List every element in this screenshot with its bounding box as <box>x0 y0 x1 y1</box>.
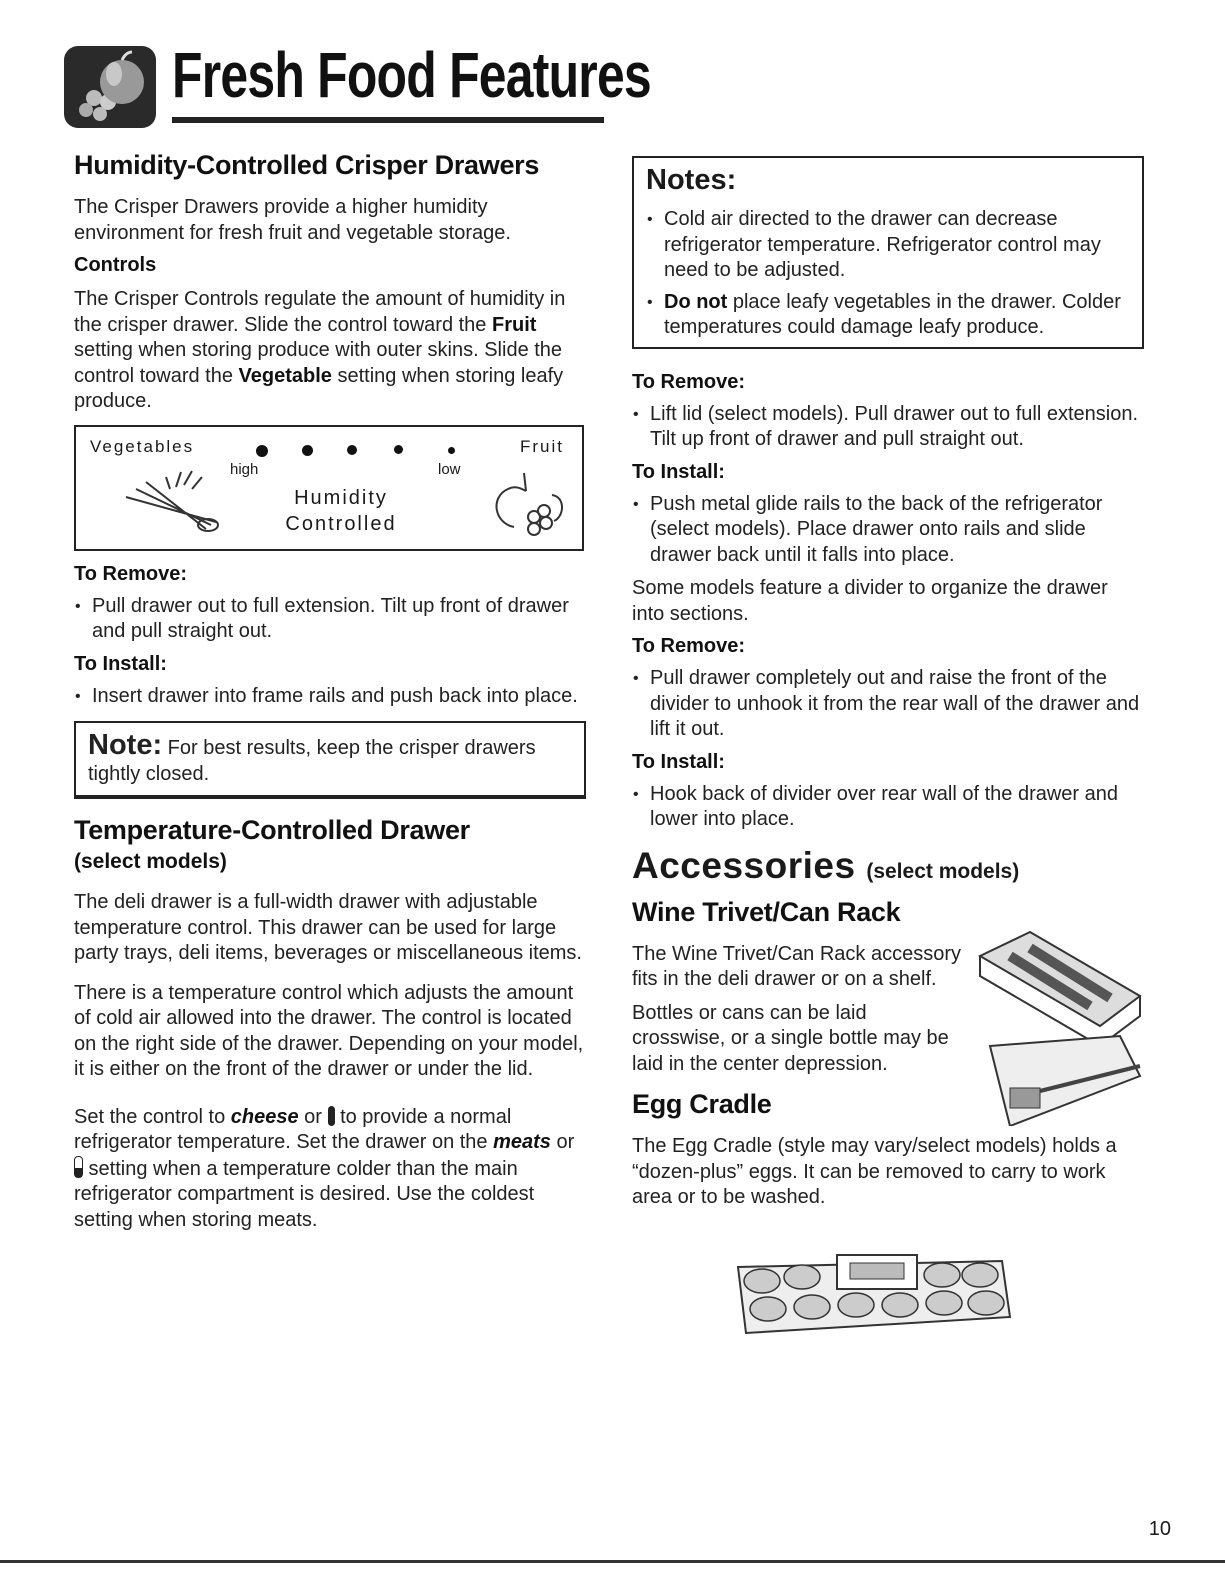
install-heading: To Install: <box>632 750 725 773</box>
vegetables-icon <box>116 467 226 537</box>
humidity-level-dot <box>256 445 268 457</box>
egg-cradle-image <box>732 1247 1012 1337</box>
note-label: Note: <box>88 729 163 761</box>
egg-heading: Egg Cradle <box>632 1089 772 1119</box>
install-list <box>632 492 1144 569</box>
list-item: • Cold air directed to the drawer can decrease refrigerator temperature. Refrigerator control may need to be adjusted. <box>646 207 1130 284</box>
remove-list <box>632 666 1144 743</box>
notes-title: Notes: <box>646 164 737 196</box>
humidity-level-dot <box>347 445 357 455</box>
accessories-heading: Accessories (select models) <box>632 844 1020 886</box>
controls-paragraph: The Crisper Controls regulate the amount of humidity in the crisper drawer. Slide the control toward the Fruit setting when storing produce with outer skins. Slide the control toward the Vegetable setting when storing leafy produce. <box>74 288 566 412</box>
temp-paragraph-1: The deli drawer is a full-width drawer with adjustable temperature control. This drawer can be used for large party trays, deli items, beverages or miscellaneous items. <box>74 891 582 964</box>
fruit-icon <box>64 46 156 128</box>
crisper-intro: The Crisper Drawers provide a higher humidity environment for fresh fruit and vegetable storage. <box>74 196 511 244</box>
high-label: high <box>230 460 259 478</box>
list-item: • Insert drawer into frame rails and push back into place. <box>74 684 586 710</box>
remove-list <box>74 594 586 645</box>
fruit-label: Fruit <box>520 436 564 456</box>
notes-box <box>632 156 1144 349</box>
low-label: low <box>438 460 461 478</box>
list-item: • Lift lid (select models). Pull drawer out to full extension. Tilt up front of drawer and pull straight out. <box>632 402 1144 453</box>
vegetables-label: Vegetables <box>90 436 195 456</box>
thermometer-icon <box>74 1156 83 1178</box>
note-box <box>74 721 586 797</box>
divider <box>74 797 586 799</box>
temp-subheading: (select models) <box>74 850 227 873</box>
install-heading: To Install: <box>632 460 725 483</box>
wine-paragraph-2: Bottles or cans can be laid crosswise, or a single bottle may be laid in the center depression. <box>632 1001 949 1075</box>
remove-heading: To Remove: <box>74 562 187 585</box>
temp-paragraph-3: Set the control to cheese or to provide a normal refrigerator temperature. Set the drawer on the meats or setting when a temperature colder than the main refrigerator compartment is desired. Use the coldest setting when storing meats. <box>74 1105 575 1231</box>
install-list <box>632 782 1144 833</box>
thermometer-icon <box>328 1106 335 1126</box>
wine-rack-image <box>970 926 1150 1126</box>
humidity-level-dot <box>448 447 455 454</box>
humidity-control-diagram <box>74 425 584 551</box>
page-number: 10 <box>1148 1518 1171 1540</box>
right-column <box>632 156 1144 1342</box>
wine-section <box>632 942 1144 1078</box>
list-item: • Do not place leafy vegetables in the drawer. Colder temperatures could damage leafy produce. <box>646 290 1130 341</box>
temp-heading: Temperature-Controlled Drawer <box>74 815 470 845</box>
remove-list <box>632 402 1144 453</box>
remove-heading: To Remove: <box>632 635 745 657</box>
note-text: For best results, keep the crisper drawers tightly closed. <box>88 737 536 785</box>
install-list <box>74 684 586 710</box>
wine-paragraph-1: The Wine Trivet/Can Rack accessory fits in the deli drawer or on a shelf. <box>632 942 961 990</box>
egg-paragraph: The Egg Cradle (style may vary/select models) holds a “dozen-plus” eggs. It can be removed to carry to work area or to be washed. <box>632 1135 1117 1208</box>
bottom-rule <box>0 1560 1225 1563</box>
humidity-level-dot <box>302 445 313 456</box>
divider-paragraph: Some models feature a divider to organize the drawer into sections. <box>632 577 1108 625</box>
page-title: Fresh Food Features <box>172 39 651 111</box>
title-underline <box>172 117 604 123</box>
fruit-icon <box>484 467 568 543</box>
list-item: • Hook back of divider over rear wall of the drawer and lower into place. <box>632 782 1144 833</box>
list-item: • Push metal glide rails to the back of the refrigerator (select models). Place drawer onto rails and slide drawer back until it falls into place. <box>632 492 1144 569</box>
controls-heading: Controls <box>74 254 157 276</box>
list-item: • Pull drawer completely out and raise the front of the divider to unhook it from the rear wall of the drawer and lift it out. <box>632 666 1144 743</box>
humidity-level-dot <box>394 445 403 454</box>
temp-paragraph-2: There is a temperature control which adjusts the amount of cold air allowed into the drawer. The control is located on the right side of the drawer. Depending on your model, it is either on the front of the drawer or under the lid. <box>74 981 584 1080</box>
humidity-controlled-label: Humidity Controlled <box>285 486 397 535</box>
wine-heading: Wine Trivet/Can Rack <box>632 896 901 927</box>
remove-heading: To Remove: <box>632 370 745 393</box>
list-item: • Pull drawer out to full extension. Tilt up front of drawer and pull straight out. <box>74 594 586 645</box>
left-column <box>74 150 586 1241</box>
crisper-heading: Humidity-Controlled Crisper Drawers <box>74 150 540 180</box>
install-heading: To Install: <box>74 652 167 675</box>
